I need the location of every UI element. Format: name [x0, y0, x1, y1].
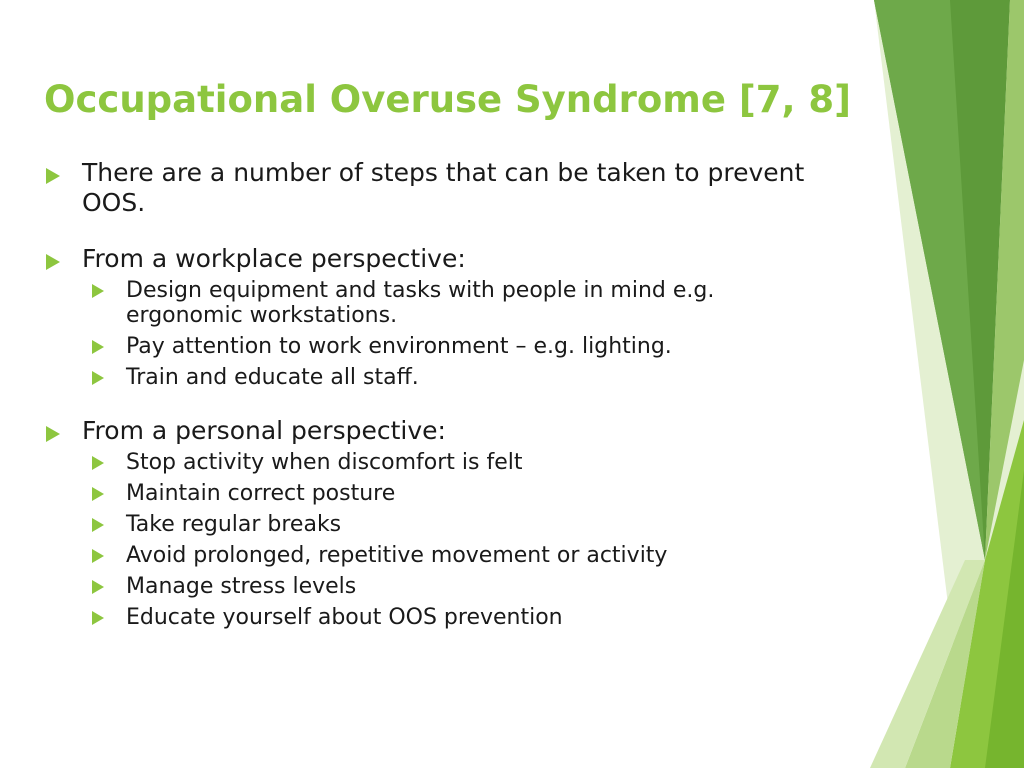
sub-list-item-text: Educate yourself about OOS prevention	[126, 605, 563, 630]
sub-list-item	[82, 605, 834, 630]
list-item	[44, 416, 834, 630]
sub-list-item-text: Pay attention to work environment – e.g. lighting.	[126, 334, 672, 359]
sub-list-item-text: Take regular breaks	[126, 512, 342, 537]
sub-list-item	[82, 450, 834, 475]
bullet-list	[44, 158, 834, 630]
list-item-text: There are a number of steps that can be taken to prevent OOS.	[82, 158, 805, 217]
list-item-text: From a personal perspective:	[82, 416, 446, 445]
sub-bullet-list	[82, 278, 834, 390]
triangle-bullet-icon	[92, 456, 104, 470]
sub-list-item	[82, 334, 834, 359]
triangle-bullet-icon	[92, 340, 104, 354]
sub-list-item-text: Maintain correct posture	[126, 481, 396, 506]
sub-list-item	[82, 365, 834, 390]
triangle-bullet-icon	[46, 254, 60, 270]
triangle-bullet-icon	[92, 611, 104, 625]
sub-list-item-text: Train and educate all staff.	[126, 365, 419, 390]
sub-list-item-text: Avoid prolonged, repetitive movement or activity	[126, 543, 668, 568]
triangle-bullet-icon	[92, 518, 104, 532]
sub-list-item	[82, 512, 834, 537]
list-item	[44, 244, 834, 390]
triangle-bullet-icon	[46, 168, 60, 184]
sub-list-item	[82, 543, 834, 568]
triangle-bullet-icon	[46, 426, 60, 442]
list-item	[44, 158, 834, 218]
sub-list-item-text: Manage stress levels	[126, 574, 357, 599]
triangle-bullet-icon	[92, 549, 104, 563]
sub-list-item-text: Stop activity when discomfort is felt	[126, 450, 523, 475]
sub-bullet-list	[82, 450, 834, 630]
sub-list-item	[82, 574, 834, 599]
slide-title: Occupational Overuse Syndrome [7, 8]	[44, 78, 852, 121]
triangle-bullet-icon	[92, 371, 104, 385]
sub-list-item	[82, 481, 834, 506]
triangle-bullet-icon	[92, 284, 104, 298]
list-item-text: From a workplace perspective:	[82, 244, 466, 273]
sub-list-item	[82, 278, 834, 328]
sub-list-item-text: Design equipment and tasks with people in mind e.g. ergonomic workstations.	[126, 278, 715, 328]
triangle-bullet-icon	[92, 487, 104, 501]
triangle-bullet-icon	[92, 580, 104, 594]
